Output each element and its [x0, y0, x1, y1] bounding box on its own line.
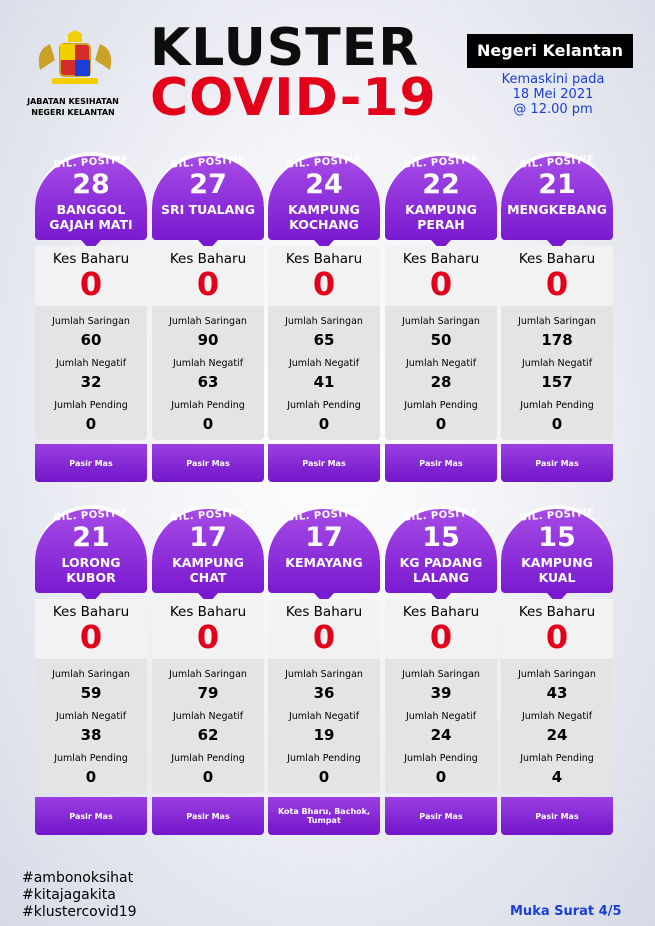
pending-label: Jumlah Pending	[171, 400, 245, 411]
kes-baharu-value: 0	[312, 618, 336, 656]
negatif-label: Jumlah Negatif	[521, 358, 593, 369]
saringan-label: Jumlah Saringan	[169, 316, 247, 327]
pending-value: 0	[551, 415, 563, 433]
negatif-label: Jumlah Negatif	[405, 358, 477, 369]
kes-baharu-label: Kes Baharu	[518, 604, 596, 620]
pending-value: 0	[435, 768, 447, 786]
district-footer	[268, 797, 380, 835]
negatif-label: Jumlah Negatif	[55, 711, 127, 722]
cluster-stats	[501, 599, 613, 793]
cluster-name: KAMPUNG KOCHANG	[288, 202, 360, 232]
kes-baharu-box	[35, 599, 147, 659]
saringan-label: Jumlah Saringan	[402, 669, 480, 680]
saringan-value: 50	[430, 331, 452, 349]
negatif-value: 19	[313, 726, 335, 744]
hashtag: #kitajagakita	[22, 887, 116, 903]
bil-positif-label: BIL. POSITIF	[519, 154, 595, 171]
district-label: Pasir Mas	[302, 458, 346, 468]
district-footer	[501, 797, 613, 835]
pending-value: 0	[85, 415, 97, 433]
kes-baharu-box	[501, 246, 613, 306]
negatif-label: Jumlah Negatif	[521, 711, 593, 722]
kes-baharu-box	[385, 599, 497, 659]
district-footer	[385, 797, 497, 835]
pending-value: 0	[202, 768, 214, 786]
district-label: Pasir Mas	[69, 811, 113, 821]
positive-count: 27	[189, 169, 227, 200]
cluster-header	[385, 152, 497, 240]
bil-positif-label: BIL. POSITIF	[170, 507, 246, 524]
pending-label: Jumlah Pending	[287, 400, 361, 411]
cluster-header	[501, 152, 613, 240]
cluster-name: BANGGOL GAJAH MATI	[49, 202, 133, 232]
pending-value: 0	[318, 415, 330, 433]
pending-label: Jumlah Pending	[287, 753, 361, 764]
pending-value: 0	[202, 415, 214, 433]
department-name: JABATAN KESIHATAN NEGERI KELANTAN	[27, 97, 119, 117]
cluster-name: KAMPUNG KUAL	[521, 555, 593, 585]
district-label: Pasir Mas	[69, 458, 113, 468]
kes-baharu-value: 0	[429, 618, 453, 656]
pending-label: Jumlah Pending	[520, 400, 594, 411]
saringan-value: 178	[541, 331, 573, 349]
kes-baharu-label: Kes Baharu	[169, 604, 247, 620]
negatif-value: 24	[546, 726, 568, 744]
cluster-stats	[152, 246, 264, 440]
saringan-label: Jumlah Saringan	[285, 316, 363, 327]
district-label: Pasir Mas	[419, 811, 463, 821]
cluster-name: LORONG KUBOR	[61, 555, 121, 585]
saringan-label: Jumlah Saringan	[52, 316, 130, 327]
kes-baharu-value: 0	[196, 618, 220, 656]
saringan-label: Jumlah Saringan	[518, 669, 596, 680]
district-footer	[501, 444, 613, 482]
cluster-header	[501, 505, 613, 593]
district-footer	[152, 444, 264, 482]
positive-count: 17	[305, 522, 343, 553]
district-footer	[35, 444, 147, 482]
cluster-header	[152, 505, 264, 593]
positive-count: 28	[72, 169, 110, 200]
district-label: Pasir Mas	[419, 458, 463, 468]
positive-count: 22	[422, 169, 460, 200]
pending-label: Jumlah Pending	[54, 400, 128, 411]
cluster-stats	[268, 246, 380, 440]
coat-of-arms-icon	[30, 30, 120, 90]
updated-line2: 18 Mei 2021	[512, 87, 594, 102]
cluster-name: KEMAYANG	[285, 555, 363, 570]
negatif-label: Jumlah Negatif	[405, 711, 477, 722]
pending-value: 0	[318, 768, 330, 786]
hashtag: #klustercovid19	[22, 904, 137, 920]
cluster-header	[152, 152, 264, 240]
kes-baharu-box	[385, 246, 497, 306]
kes-baharu-box	[152, 246, 264, 306]
positive-count: 24	[305, 169, 343, 200]
district-label: Kota Bharu, Bachok, Tumpat	[277, 807, 370, 825]
hashtags	[22, 870, 137, 921]
pending-label: Jumlah Pending	[171, 753, 245, 764]
negatif-label: Jumlah Negatif	[172, 711, 244, 722]
saringan-value: 90	[197, 331, 219, 349]
negatif-label: Jumlah Negatif	[55, 358, 127, 369]
bil-positif-label: BIL. POSITIF	[286, 507, 362, 524]
positive-count: 17	[189, 522, 227, 553]
header	[0, 0, 655, 150]
page-number: Muka Surat 4/5	[510, 904, 622, 919]
title-line1: KLUSTER	[150, 18, 420, 78]
kes-baharu-value: 0	[429, 265, 453, 303]
kes-baharu-value: 0	[545, 265, 569, 303]
bil-positif-label: BIL. POSITIF	[170, 154, 246, 171]
kes-baharu-value: 0	[196, 265, 220, 303]
negatif-value: 41	[313, 373, 335, 391]
saringan-value: 43	[546, 684, 568, 702]
cluster-name: MENGKEBANG	[507, 202, 607, 217]
kes-baharu-label: Kes Baharu	[402, 251, 480, 267]
cluster-stats	[35, 599, 147, 793]
saringan-value: 65	[313, 331, 335, 349]
negatif-value: 157	[541, 373, 573, 391]
kes-baharu-box	[268, 246, 380, 306]
positive-count: 21	[538, 169, 576, 200]
district-footer	[268, 444, 380, 482]
pending-label: Jumlah Pending	[54, 753, 128, 764]
saringan-label: Jumlah Saringan	[285, 669, 363, 680]
cluster-stats	[35, 246, 147, 440]
pending-label: Jumlah Pending	[404, 753, 478, 764]
district-footer	[152, 797, 264, 835]
kes-baharu-box	[501, 599, 613, 659]
cluster-header	[268, 152, 380, 240]
bil-positif-label: BIL. POSITIF	[53, 154, 129, 171]
kes-baharu-box	[35, 246, 147, 306]
kes-baharu-label: Kes Baharu	[52, 604, 130, 620]
negatif-label: Jumlah Negatif	[288, 358, 360, 369]
district-footer	[385, 444, 497, 482]
bil-positif-label: BIL. POSITIF	[403, 507, 479, 524]
kes-baharu-value: 0	[79, 618, 103, 656]
cluster-name: KAMPUNG CHAT	[172, 555, 244, 585]
saringan-value: 59	[80, 684, 102, 702]
updated-line3: @ 12.00 pm	[513, 102, 593, 117]
district-label: Pasir Mas	[535, 811, 579, 821]
negatif-value: 62	[197, 726, 219, 744]
saringan-label: Jumlah Saringan	[518, 316, 596, 327]
saringan-label: Jumlah Saringan	[52, 669, 130, 680]
pending-value: 4	[551, 768, 563, 786]
saringan-value: 79	[197, 684, 219, 702]
kes-baharu-label: Kes Baharu	[285, 604, 363, 620]
bil-positif-label: BIL. POSITIF	[53, 507, 129, 524]
kes-baharu-value: 0	[312, 265, 336, 303]
pending-label: Jumlah Pending	[404, 400, 478, 411]
kes-baharu-box	[268, 599, 380, 659]
cluster-stats	[385, 246, 497, 440]
positive-count: 15	[422, 522, 460, 553]
kes-baharu-label: Kes Baharu	[285, 251, 363, 267]
cluster-name: KAMPUNG PERAH	[405, 202, 477, 232]
negatif-label: Jumlah Negatif	[288, 711, 360, 722]
updated-line1: Kemaskini pada	[501, 72, 605, 87]
kes-baharu-label: Kes Baharu	[402, 604, 480, 620]
cluster-stats	[501, 246, 613, 440]
saringan-label: Jumlah Saringan	[402, 316, 480, 327]
bil-positif-label: BIL. POSITIF	[519, 507, 595, 524]
negatif-value: 63	[197, 373, 219, 391]
kes-baharu-value: 0	[79, 265, 103, 303]
negatif-value: 32	[80, 373, 102, 391]
cluster-stats	[385, 599, 497, 793]
cluster-name: SRI TUALANG	[161, 202, 255, 217]
state-badge: Negeri Kelantan	[467, 34, 633, 68]
bil-positif-label: BIL. POSITIF	[403, 154, 479, 171]
bil-positif-label: BIL. POSITIF	[286, 154, 362, 171]
positive-count: 21	[72, 522, 110, 553]
cluster-header	[385, 505, 497, 593]
district-label: Pasir Mas	[186, 811, 230, 821]
negatif-label: Jumlah Negatif	[172, 358, 244, 369]
negatif-value: 38	[80, 726, 102, 744]
positive-count: 15	[538, 522, 576, 553]
negatif-value: 24	[430, 726, 452, 744]
kes-baharu-label: Kes Baharu	[169, 251, 247, 267]
district-footer	[35, 797, 147, 835]
cluster-header	[35, 505, 147, 593]
pending-value: 0	[435, 415, 447, 433]
cluster-header	[35, 152, 147, 240]
district-label: Pasir Mas	[535, 458, 579, 468]
negatif-value: 28	[430, 373, 452, 391]
cluster-stats	[152, 599, 264, 793]
title-line2: COVID-19	[150, 68, 437, 128]
cluster-stats	[268, 599, 380, 793]
saringan-value: 60	[80, 331, 102, 349]
kes-baharu-label: Kes Baharu	[518, 251, 596, 267]
pending-label: Jumlah Pending	[520, 753, 594, 764]
hashtag: #ambonoksihat	[22, 870, 134, 886]
district-label: Pasir Mas	[186, 458, 230, 468]
kes-baharu-box	[152, 599, 264, 659]
cluster-name: KG PADANG LALANG	[399, 555, 483, 585]
saringan-value: 36	[313, 684, 335, 702]
kes-baharu-label: Kes Baharu	[52, 251, 130, 267]
saringan-value: 39	[430, 684, 452, 702]
cluster-header	[268, 505, 380, 593]
updated-info	[470, 72, 636, 117]
kes-baharu-value: 0	[545, 618, 569, 656]
saringan-label: Jumlah Saringan	[169, 669, 247, 680]
pending-value: 0	[85, 768, 97, 786]
